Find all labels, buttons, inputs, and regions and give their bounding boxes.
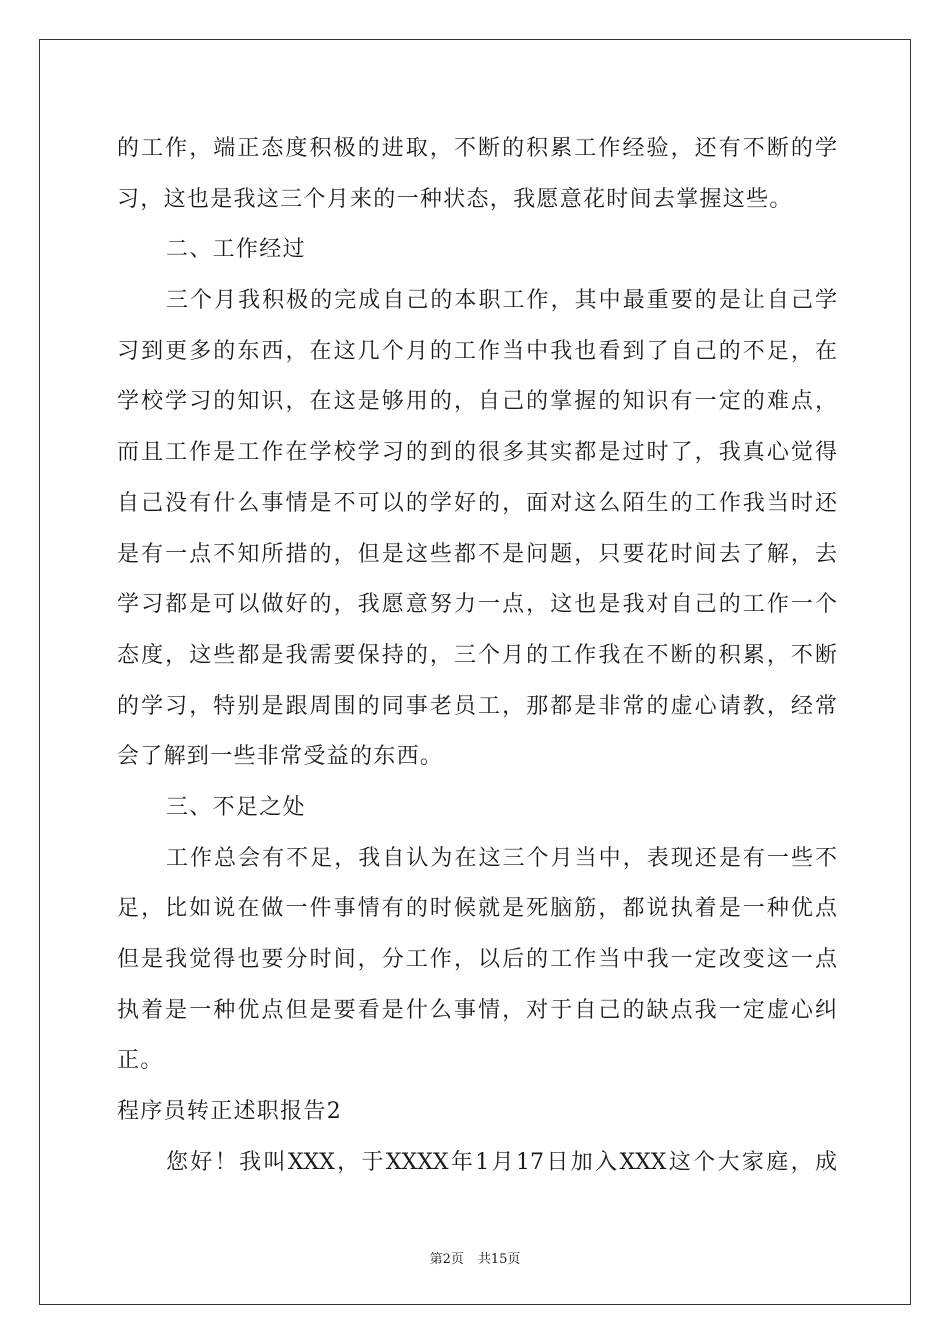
paragraph-line: 是有一点不知所措的，但是这些都不是问题，只要花时间去了解，去 — [117, 541, 837, 567]
paragraph-line: 学校学习的知识，在这是够用的，自己的掌握的知识有一定的难点， — [117, 389, 837, 415]
paragraph-line: 自己没有什么事情是不可以的学好的，面对这么陌生的工作我当时还 — [117, 490, 837, 516]
paragraph-line: 的学习，特别是跟周围的同事老员工，那都是非常的虚心请教，经常 — [117, 693, 837, 719]
paragraph-line: 足，比如说在做一件事情有的时候就是死脑筋，都说执着是一种优点 — [117, 896, 837, 922]
document-title: 程序员转正述职报告2 — [117, 1099, 342, 1125]
paragraph-line: 而且工作是工作在学校学习的到的很多其实都是过时了，我真心觉得 — [117, 440, 837, 466]
document-body — [117, 124, 837, 1188]
page-footer — [0, 1248, 950, 1267]
section-heading: 二、工作经过 — [166, 237, 306, 263]
paragraph-line: 三个月我积极的完成自己的本职工作，其中最重要的是让自己学 — [166, 288, 837, 314]
page-number: 第2页 — [429, 1252, 464, 1267]
paragraph-line: 态度，这些都是我需要保持的，三个月的工作我在不断的积累，不断 — [117, 642, 837, 668]
section-heading: 三、不足之处 — [166, 794, 306, 820]
paragraph-line: 但是我觉得也要分时间，分工作，以后的工作当中我一定改变这一点 — [117, 947, 837, 972]
paragraph-line: 的工作，端正态度积极的进取，不断的积累工作经验，还有不断的学 — [117, 136, 837, 161]
paragraph-line: 习，这也是我这三个月来的一种状态，我愿意花时间去掌握这些。 — [117, 186, 793, 212]
paragraph-line: 执着是一种优点但是要看是什么事情，对于自己的缺点我一定虚心纠 — [117, 997, 837, 1023]
paragraph-line: 您好！我叫XXX，于XXXX年1月17日加入XXX这个大家庭，成 — [166, 1149, 837, 1175]
paragraph-line: 学习都是可以做好的，我愿意努力一点，这也是我对自己的工作一个 — [117, 592, 837, 618]
paragraph-line: 正。 — [117, 1048, 164, 1074]
paragraph-line: 会了解到一些非常受益的东西。 — [117, 744, 444, 770]
page-total: 共15页 — [477, 1252, 521, 1267]
paragraph-line: 工作总会有不足，我自认为在这三个月当中，表现还是有一些不 — [166, 845, 837, 871]
paragraph-line: 习到更多的东西，在这几个月的工作当中我也看到了自己的不足，在 — [117, 338, 837, 364]
